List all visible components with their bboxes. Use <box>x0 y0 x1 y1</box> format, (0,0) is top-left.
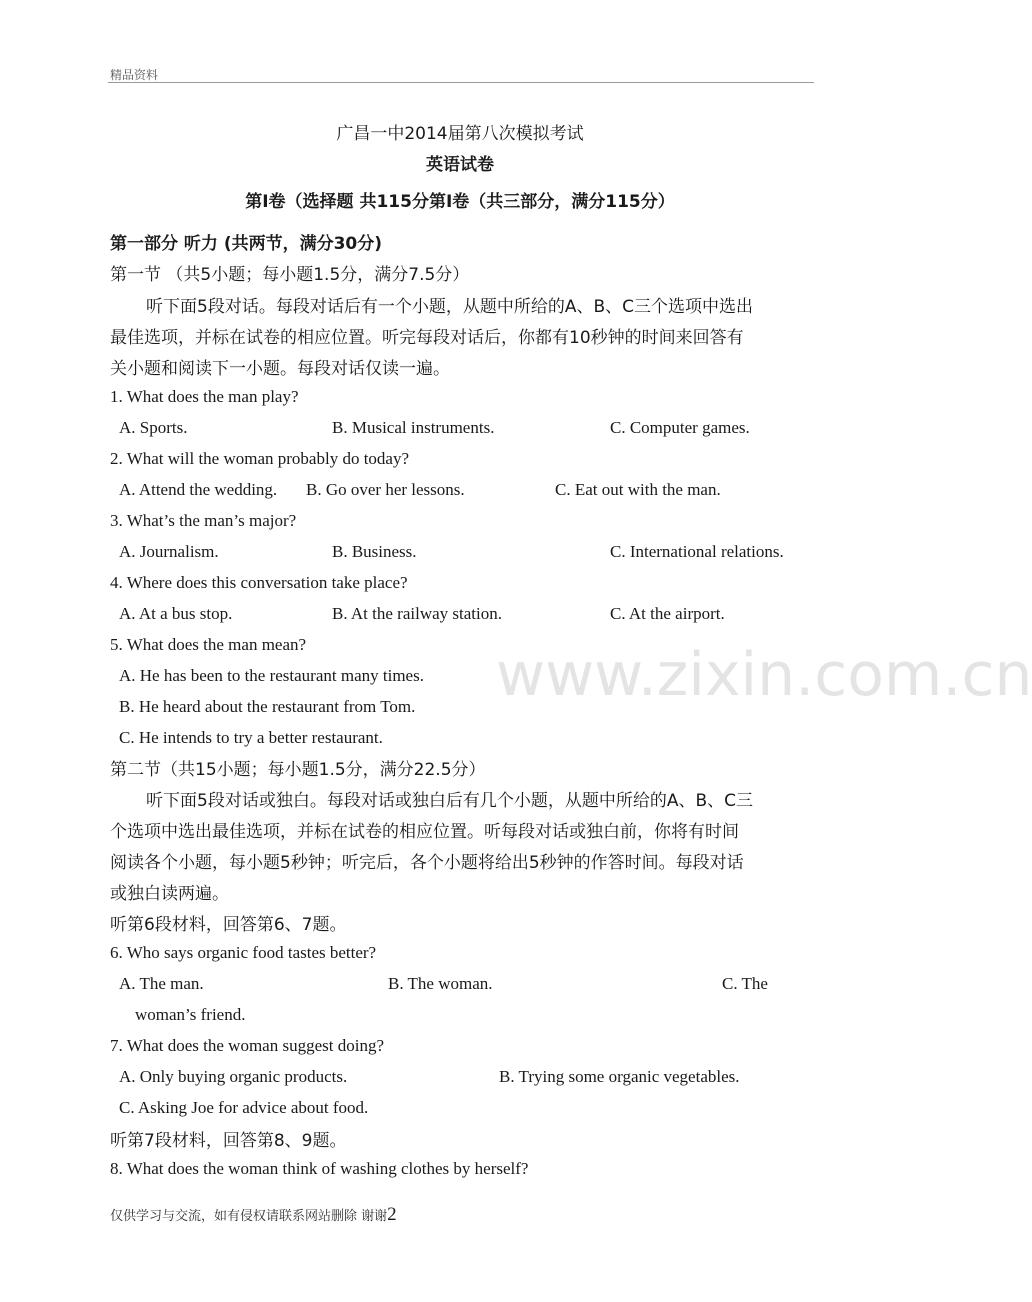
header-rule <box>108 82 814 83</box>
option-b: B. Business. <box>332 542 417 561</box>
option-c: C. Asking Joe for advice about food. <box>119 1098 369 1117</box>
section1-heading: 第一节 （共5小题；每小题1.5分，满分7.5分） <box>110 265 470 285</box>
question-2: 2. What will the woman probably do today? <box>110 449 410 468</box>
footer <box>110 1204 397 1226</box>
part1-heading: 第一部分 听力 (共两节，满分30分) <box>110 234 383 254</box>
option-c-continued: woman’s friend. <box>135 1005 246 1024</box>
option-b: B. He heard about the restaurant from Tom. <box>119 697 416 716</box>
exam-title: 广昌一中2014届第八次模拟考试 <box>336 124 584 144</box>
option-c: C. The <box>722 974 768 993</box>
footer-text: 仅供学习与交流，如有侵权请联系网站删除 谢谢 <box>110 1209 388 1224</box>
section2-instructions-line: 阅读各个小题，每小题5秒钟；听完后，各个小题将给出5秒钟的作答时间。每段对话 <box>110 853 744 873</box>
option-a: A. He has been to the restaurant many times. <box>119 666 424 685</box>
question-3: 3. What’s the man’s major? <box>110 511 297 530</box>
material-6-heading: 听第6段材料，回答第6、7题。 <box>110 915 347 935</box>
volume-heading: 第I卷（选择题 共115分第Ⅰ卷（共三部分，满分115分） <box>245 192 675 212</box>
section2-instructions-line: 听下面5段对话或独白。每段对话或独白后有几个小题，从题中所给的A、B、C三 <box>146 791 753 811</box>
material-7-heading: 听第7段材料，回答第8、9题。 <box>110 1131 347 1151</box>
watermark-text: www.zixin.com.cn <box>496 640 1032 710</box>
option-a: A. The man. <box>119 974 204 993</box>
option-b: B. The woman. <box>388 974 493 993</box>
option-b: B. At the railway station. <box>332 604 502 623</box>
option-a: A. Sports. <box>119 418 188 437</box>
option-c: C. Eat out with the man. <box>555 480 721 499</box>
question-7: 7. What does the woman suggest doing? <box>110 1036 385 1055</box>
question-1: 1. What does the man play? <box>110 387 299 406</box>
page-number: 2 <box>387 1204 397 1225</box>
option-c: C. International relations. <box>610 542 784 561</box>
section2-instructions-line: 或独白读两遍。 <box>110 884 229 904</box>
question-4: 4. Where does this conversation take place? <box>110 573 408 592</box>
section1-instructions-line: 最佳选项，并标在试卷的相应位置。听完每段对话后，你都有10秒钟的时间来回答有 <box>110 328 744 348</box>
option-a: A. Attend the wedding. <box>119 480 278 499</box>
section1-instructions-line: 关小题和阅读下一小题。每段对话仅读一遍。 <box>110 359 450 379</box>
section2-heading: 第二节（共15小题；每小题1.5分，满分22.5分） <box>110 760 486 780</box>
section1-instructions-line: 听下面5段对话。每段对话后有一个小题，从题中所给的A、B、C三个选项中选出 <box>146 297 753 317</box>
option-c: C. At the airport. <box>610 604 725 623</box>
option-a: A. At a bus stop. <box>119 604 233 623</box>
header-label: 精品资料 <box>110 68 159 82</box>
option-a: A. Only buying organic products. <box>119 1067 348 1086</box>
question-5: 5. What does the man mean? <box>110 635 307 654</box>
option-b: B. Go over her lessons. <box>306 480 465 499</box>
option-b: B. Trying some organic vegetables. <box>499 1067 740 1086</box>
question-6: 6. Who says organic food tastes better? <box>110 943 377 962</box>
option-b: B. Musical instruments. <box>332 418 495 437</box>
question-8: 8. What does the woman think of washing clothes by herself? <box>110 1159 529 1178</box>
option-a: A. Journalism. <box>119 542 219 561</box>
option-c: C. Computer games. <box>610 418 750 437</box>
section2-instructions-line: 个选项中选出最佳选项，并标在试卷的相应位置。听每段对话或独白前，你将有时间 <box>110 822 739 842</box>
option-c: C. He intends to try a better restaurant. <box>119 728 383 747</box>
exam-subject: 英语试卷 <box>426 155 494 175</box>
